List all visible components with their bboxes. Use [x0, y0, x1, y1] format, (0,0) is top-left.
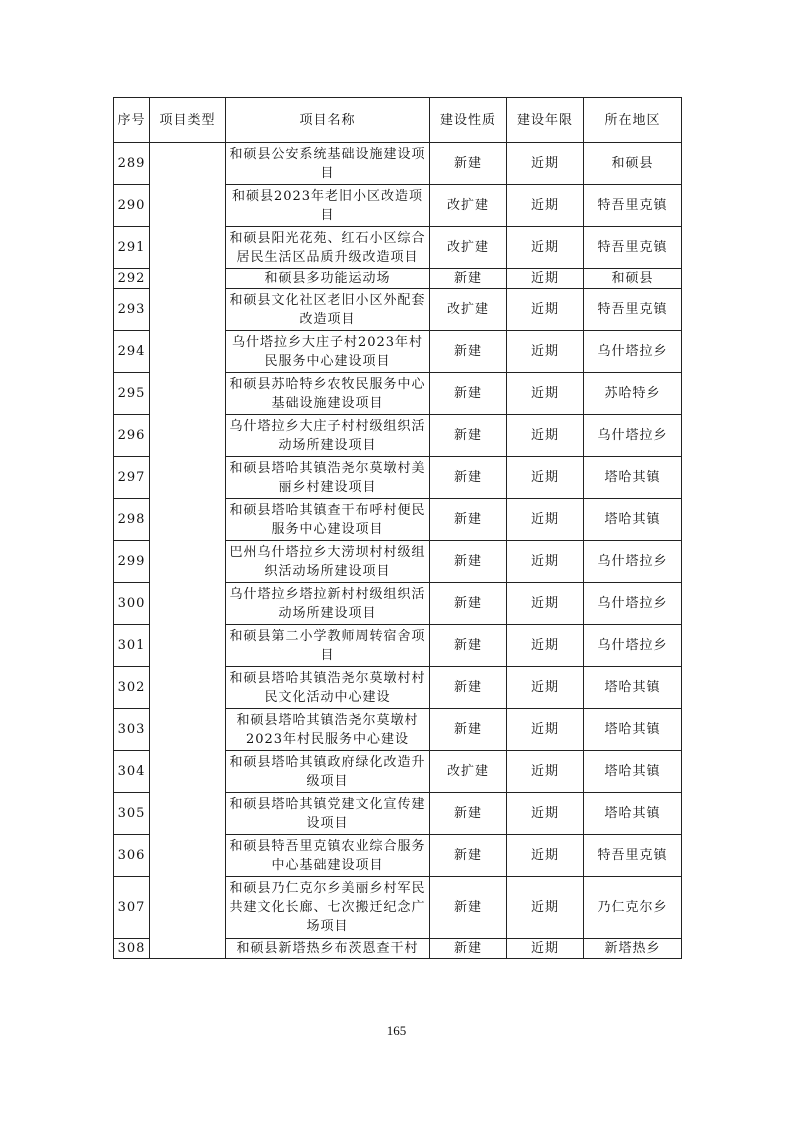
row-area: 特吾里克镇: [584, 185, 682, 227]
row-seq: 299: [114, 541, 150, 583]
row-seq: 308: [114, 939, 150, 959]
row-area: 塔哈其镇: [584, 499, 682, 541]
row-period: 近期: [507, 793, 584, 835]
row-nature: 新建: [430, 709, 507, 751]
row-project-name: 和硕县塔哈其镇浩尧尔莫墩村村民文化活动中心建设: [226, 667, 430, 709]
row-nature: 新建: [430, 877, 507, 939]
row-period: 近期: [507, 185, 584, 227]
row-project-name: 和硕县塔哈其镇政府绿化改造升级项目: [226, 751, 430, 793]
row-area: 塔哈其镇: [584, 709, 682, 751]
row-period: 近期: [507, 143, 584, 185]
row-area: 苏哈特乡: [584, 373, 682, 415]
row-type-merged: [150, 143, 226, 959]
row-nature: 新建: [430, 499, 507, 541]
row-seq: 302: [114, 667, 150, 709]
row-project-name: 和硕县2023年老旧小区改造项目: [226, 185, 430, 227]
table-header-row: [114, 98, 682, 143]
row-area: 新塔热乡: [584, 939, 682, 959]
row-seq: 297: [114, 457, 150, 499]
header-nature: 建设性质: [430, 98, 507, 143]
row-area: 塔哈其镇: [584, 457, 682, 499]
row-seq: 305: [114, 793, 150, 835]
row-nature: 新建: [430, 269, 507, 289]
row-seq: 301: [114, 625, 150, 667]
row-area: 乌什塔拉乡: [584, 331, 682, 373]
row-nature: 改扩建: [430, 227, 507, 269]
row-project-name: 乌什塔拉乡塔拉新村村级组织活动场所建设项目: [226, 583, 430, 625]
row-period: 近期: [507, 269, 584, 289]
row-seq: 306: [114, 835, 150, 877]
row-area: 塔哈其镇: [584, 751, 682, 793]
row-project-name: 和硕县苏哈特乡农牧民服务中心基础设施建设项目: [226, 373, 430, 415]
row-period: 近期: [507, 457, 584, 499]
table-body: [114, 143, 682, 959]
row-seq: 290: [114, 185, 150, 227]
row-period: 近期: [507, 415, 584, 457]
row-area: 特吾里克镇: [584, 289, 682, 331]
row-seq: 303: [114, 709, 150, 751]
row-seq: 298: [114, 499, 150, 541]
row-period: 近期: [507, 667, 584, 709]
row-area: 乌什塔拉乡: [584, 415, 682, 457]
row-period: 近期: [507, 373, 584, 415]
row-project-name: 和硕县塔哈其镇党建文化宣传建设项目: [226, 793, 430, 835]
row-project-name: 和硕县新塔热乡布茨恩查干村: [226, 939, 430, 959]
row-area: 乌什塔拉乡: [584, 583, 682, 625]
row-project-name: 和硕县塔哈其镇浩尧尔莫墩村美丽乡村建设项目: [226, 457, 430, 499]
row-period: 近期: [507, 289, 584, 331]
row-seq: 292: [114, 269, 150, 289]
row-nature: 新建: [430, 625, 507, 667]
row-area: 乃仁克尔乡: [584, 877, 682, 939]
row-period: 近期: [507, 499, 584, 541]
row-nature: 改扩建: [430, 185, 507, 227]
row-area: 塔哈其镇: [584, 793, 682, 835]
row-nature: 改扩建: [430, 751, 507, 793]
row-project-name: 和硕县第二小学教师周转宿舍项目: [226, 625, 430, 667]
row-period: 近期: [507, 877, 584, 939]
project-table: [113, 97, 682, 959]
row-period: 近期: [507, 939, 584, 959]
header-name: 项目名称: [226, 98, 430, 143]
row-period: 近期: [507, 227, 584, 269]
row-nature: 新建: [430, 373, 507, 415]
row-nature: 新建: [430, 667, 507, 709]
row-area: 和硕县: [584, 269, 682, 289]
row-project-name: 和硕县特吾里克镇农业综合服务中心基础建设项目: [226, 835, 430, 877]
row-area: 和硕县: [584, 143, 682, 185]
row-area: 特吾里克镇: [584, 227, 682, 269]
row-seq: 294: [114, 331, 150, 373]
row-project-name: 乌什塔拉乡大庄子村村级组织活动场所建设项目: [226, 415, 430, 457]
row-nature: 新建: [430, 457, 507, 499]
header-type: 项目类型: [150, 98, 226, 143]
row-area: 乌什塔拉乡: [584, 541, 682, 583]
row-project-name: 和硕县多功能运动场: [226, 269, 430, 289]
row-area: 塔哈其镇: [584, 667, 682, 709]
row-period: 近期: [507, 751, 584, 793]
row-period: 近期: [507, 583, 584, 625]
row-seq: 296: [114, 415, 150, 457]
header-seq: 序号: [114, 98, 150, 143]
row-seq: 295: [114, 373, 150, 415]
row-period: 近期: [507, 331, 584, 373]
row-period: 近期: [507, 835, 584, 877]
row-nature: 新建: [430, 541, 507, 583]
row-nature: 新建: [430, 793, 507, 835]
row-nature: 新建: [430, 939, 507, 959]
row-seq: 307: [114, 877, 150, 939]
row-area: 特吾里克镇: [584, 835, 682, 877]
row-project-name: 和硕县文化社区老旧小区外配套改造项目: [226, 289, 430, 331]
row-project-name: 和硕县乃仁克尔乡美丽乡村军民共建文化长廊、七次搬迁纪念广场项目: [226, 877, 430, 939]
row-project-name: 乌什塔拉乡大庄子村2023年村民服务中心建设项目: [226, 331, 430, 373]
row-project-name: 巴州乌什塔拉乡大涝坝村村级组织活动场所建设项目: [226, 541, 430, 583]
row-project-name: 和硕县阳光花苑、红石小区综合居民生活区品质升级改造项目: [226, 227, 430, 269]
header-period: 建设年限: [507, 98, 584, 143]
row-nature: 新建: [430, 415, 507, 457]
row-seq: 304: [114, 751, 150, 793]
row-seq: 291: [114, 227, 150, 269]
row-nature: 新建: [430, 331, 507, 373]
row-seq: 300: [114, 583, 150, 625]
row-project-name: 和硕县塔哈其镇浩尧尔莫墩村2023年村民服务中心建设: [226, 709, 430, 751]
row-nature: 改扩建: [430, 289, 507, 331]
row-seq: 289: [114, 143, 150, 185]
row-area: 乌什塔拉乡: [584, 625, 682, 667]
header-area: 所在地区: [584, 98, 682, 143]
row-period: 近期: [507, 709, 584, 751]
table-row: [114, 143, 682, 185]
row-nature: 新建: [430, 143, 507, 185]
row-nature: 新建: [430, 583, 507, 625]
page-number: 165: [386, 1023, 407, 1038]
row-nature: 新建: [430, 835, 507, 877]
row-seq: 293: [114, 289, 150, 331]
row-project-name: 和硕县公安系统基础设施建设项目: [226, 143, 430, 185]
row-project-name: 和硕县塔哈其镇查干布呼村便民服务中心建设项目: [226, 499, 430, 541]
row-period: 近期: [507, 541, 584, 583]
row-period: 近期: [507, 625, 584, 667]
